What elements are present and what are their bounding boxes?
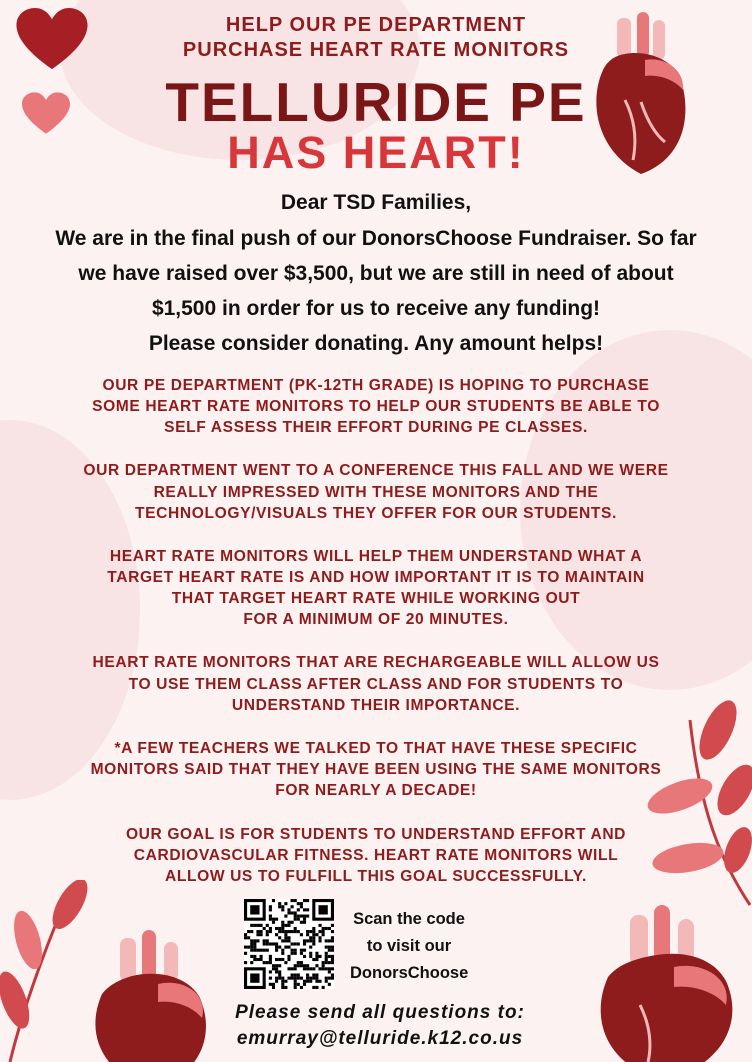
paragraph-line: FOR NEARLY A DECADE! [275, 782, 477, 799]
letter-line: $1,500 in order for us to receive any funding! [151, 297, 601, 320]
qr-code[interactable] [244, 899, 334, 989]
qr-caption-line: DonorsChoose [350, 964, 469, 982]
paragraph-line: *A FEW TEACHERS WE TALKED TO THAT HAVE THESE SPECIFIC [114, 740, 638, 757]
letter-line: Please consider donating. Any amount helps! [148, 332, 604, 355]
contact-prompt: Please send all questions to: [235, 1002, 525, 1023]
qr-caption [350, 906, 468, 987]
anatomical-heart-icon [80, 930, 220, 1062]
subtitle-line: HELP OUR PE DEPARTMENT [225, 14, 527, 36]
paragraph-line: OUR DEPARTMENT WENT TO A CONFERENCE THIS FALL AND WE WERE [83, 462, 669, 479]
leaf-branch-icon [0, 880, 90, 1062]
paragraph-line: SELF ASSESS THEIR EFFORT DURING PE CLASSES. [164, 419, 588, 436]
paragraph-line: HEART RATE MONITORS THAT ARE RECHARGEABLE WILL ALLOW US [92, 654, 660, 671]
page-title-secondary: HAS HEART! [227, 127, 525, 178]
letter-greeting: Dear TSD Families, [280, 191, 472, 214]
paragraph-line: UNDERSTAND THEIR IMPORTANCE. [231, 697, 521, 714]
paragraph-line: TECHNOLOGY/VISUALS THEY OFFER FOR OUR STUDENTS. [135, 505, 617, 522]
paragraph-line: OUR PE DEPARTMENT (PK-12TH GRADE) IS HOPING TO PURCHASE [102, 377, 650, 394]
paragraph-line: CARDIOVASCULAR FITNESS. HEART RATE MONITORS WILL [133, 847, 619, 864]
anatomical-heart-icon [580, 905, 752, 1062]
paragraph-line: TO USE THEM CLASS AFTER CLASS AND FOR STUDENTS TO [128, 676, 624, 693]
paragraph-line: SOME HEART RATE MONITORS TO HELP OUR STUDENTS BE ABLE TO [92, 398, 660, 415]
paragraph-line: ALLOW US TO FULFILL THIS GOAL SUCCESSFULLY. [164, 868, 587, 885]
qr-caption-line: Scan the code [353, 910, 465, 928]
letter-line: we have raised over $3,500, but we are still in need of about [78, 262, 674, 285]
page-title: TELLURIDE PE [165, 71, 587, 133]
paragraph-line: TARGET HEART RATE IS AND HOW IMPORTANT IT IS TO MAINTAIN [107, 569, 645, 586]
paragraph-line: HEART RATE MONITORS WILL HELP THEM UNDERSTAND WHAT A [109, 548, 643, 565]
paragraph-line: MONITORS SAID THAT THEY HAVE BEEN USING THE SAME MONITORS [90, 761, 662, 778]
letter-line: We are in the final push of our DonorsChoose Fundraiser. So far [55, 227, 697, 250]
paragraph-line: REALLY IMPRESSED WITH THESE MONITORS AND THE [153, 484, 599, 501]
qr-caption-line: to visit our [366, 937, 452, 955]
paragraph-line: OUR GOAL IS FOR STUDENTS TO UNDERSTAND EFFORT AND [125, 826, 627, 843]
paragraph-line: FOR A MINIMUM OF 20 MINUTES. [243, 611, 509, 628]
paragraph-line: THAT TARGET HEART RATE WHILE WORKING OUT [171, 590, 581, 607]
subtitle-line: PURCHASE HEART RATE MONITORS [182, 39, 570, 61]
contact-email[interactable]: emurray@telluride.k12.co.us [236, 1028, 524, 1049]
